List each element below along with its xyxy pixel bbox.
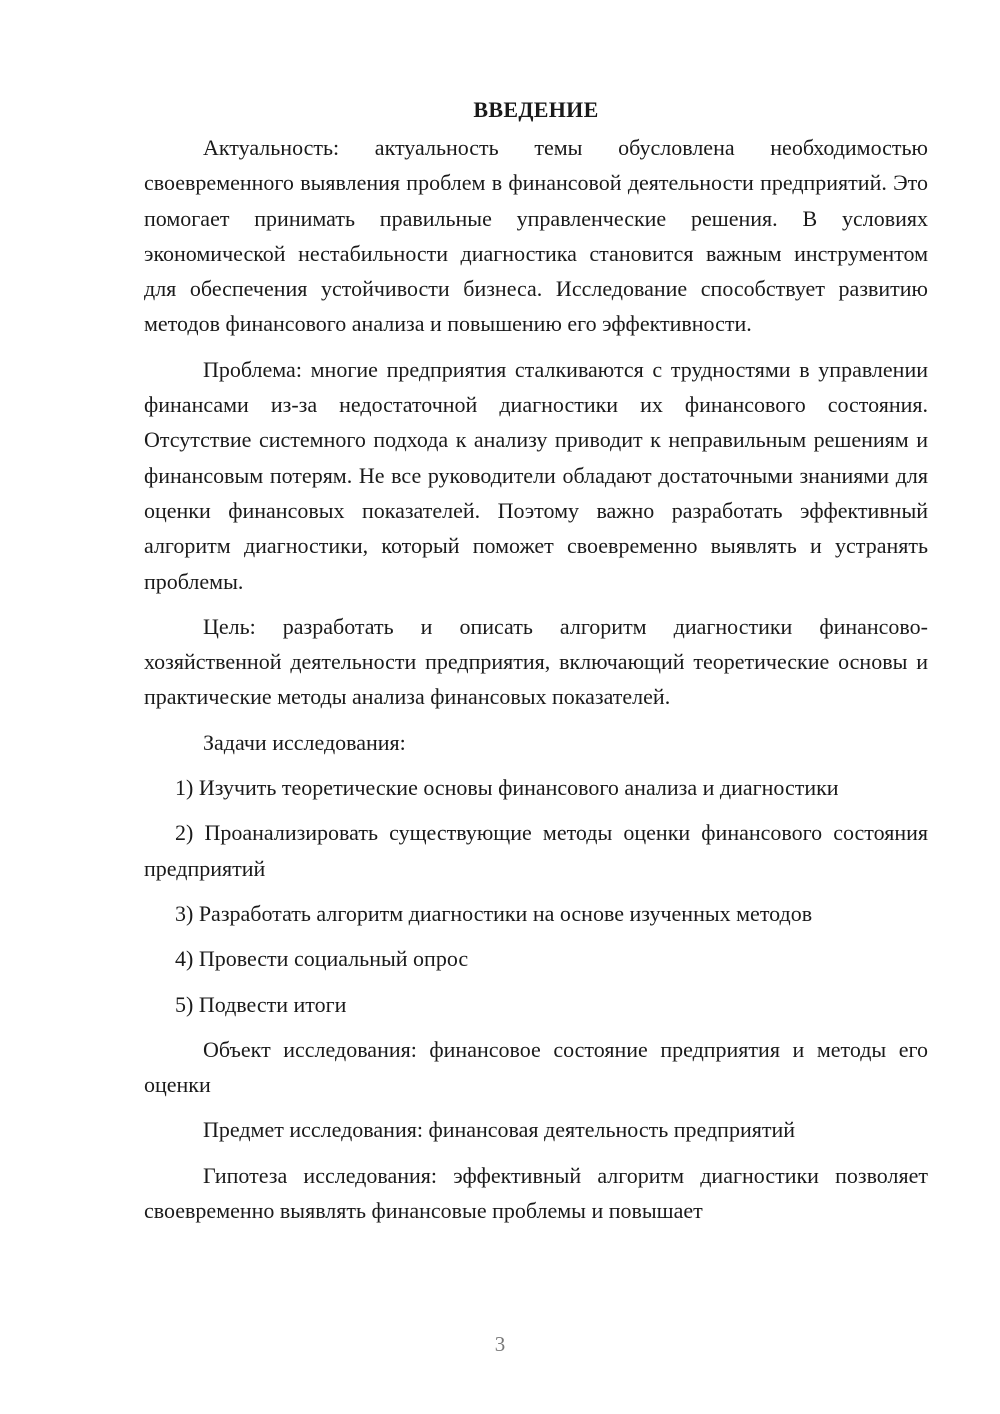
task-item-4: 4) Провести социальный опрос xyxy=(175,946,469,972)
paragraph-hypothesis: Гипотеза исследования: эффективный алгоритм диагностики позволяет своевременно выявлять финансовые проблемы и повышает xyxy=(144,1162,928,1224)
task-item-3: 3) Разработать алгоритм диагностики на основе изученных методов xyxy=(175,900,813,926)
paragraph-problem: Проблема: многие предприятия сталкиваются с трудностями в управлении финансами из-за недостаточной диагностики их финансового состояния. Отсутствие системного подхода к анализу приводит к неправильным решениям и финансовым потерям. Не все руководители обладают достаточными знаниями для оценки финансовых показателей. Поэтому важно разработать эффективный алгоритм диагностики, который поможет своевременно выявлять и устранять проблемы. xyxy=(144,356,928,594)
paragraph-subject: Предмет исследования: финансовая деятельность предприятий xyxy=(203,1117,796,1143)
paragraph-relevance: Актуальность: актуальность темы обусловлена необходимостью своевременного выявления проблем в финансовой деятельности предприятий. Это помогает принимать правильные управленческие решения. В условиях экономической нестабильности диагностика становится важным инструментом для обеспечения устойчивости бизнеса. Исследование способствует развитию методов финансового анализа и повышению его эффективности. xyxy=(144,135,928,337)
section-heading: ВВЕДЕНИЕ xyxy=(473,97,599,122)
task-item-5: 5) Подвести итоги xyxy=(175,991,347,1017)
page-number: 3 xyxy=(494,1332,506,1356)
document-page xyxy=(144,92,928,1238)
task-item-1: 1) Изучить теоретические основы финансового анализа и диагностики xyxy=(175,775,839,801)
paragraph-tasks-intro: Задачи исследования: xyxy=(203,729,406,755)
paragraph-goal: Цель: разработать и описать алгоритм диагностики финансово-хозяйственной деятельности предприятия, включающий теоретические основы и практические методы анализа финансовых показателей. xyxy=(144,613,928,710)
task-item-2: 2) Проанализировать существующие методы оценки финансового состояния предприятий xyxy=(144,820,928,881)
paragraph-object: Объект исследования: финансовое состояние предприятия и методы его оценки xyxy=(144,1036,928,1098)
